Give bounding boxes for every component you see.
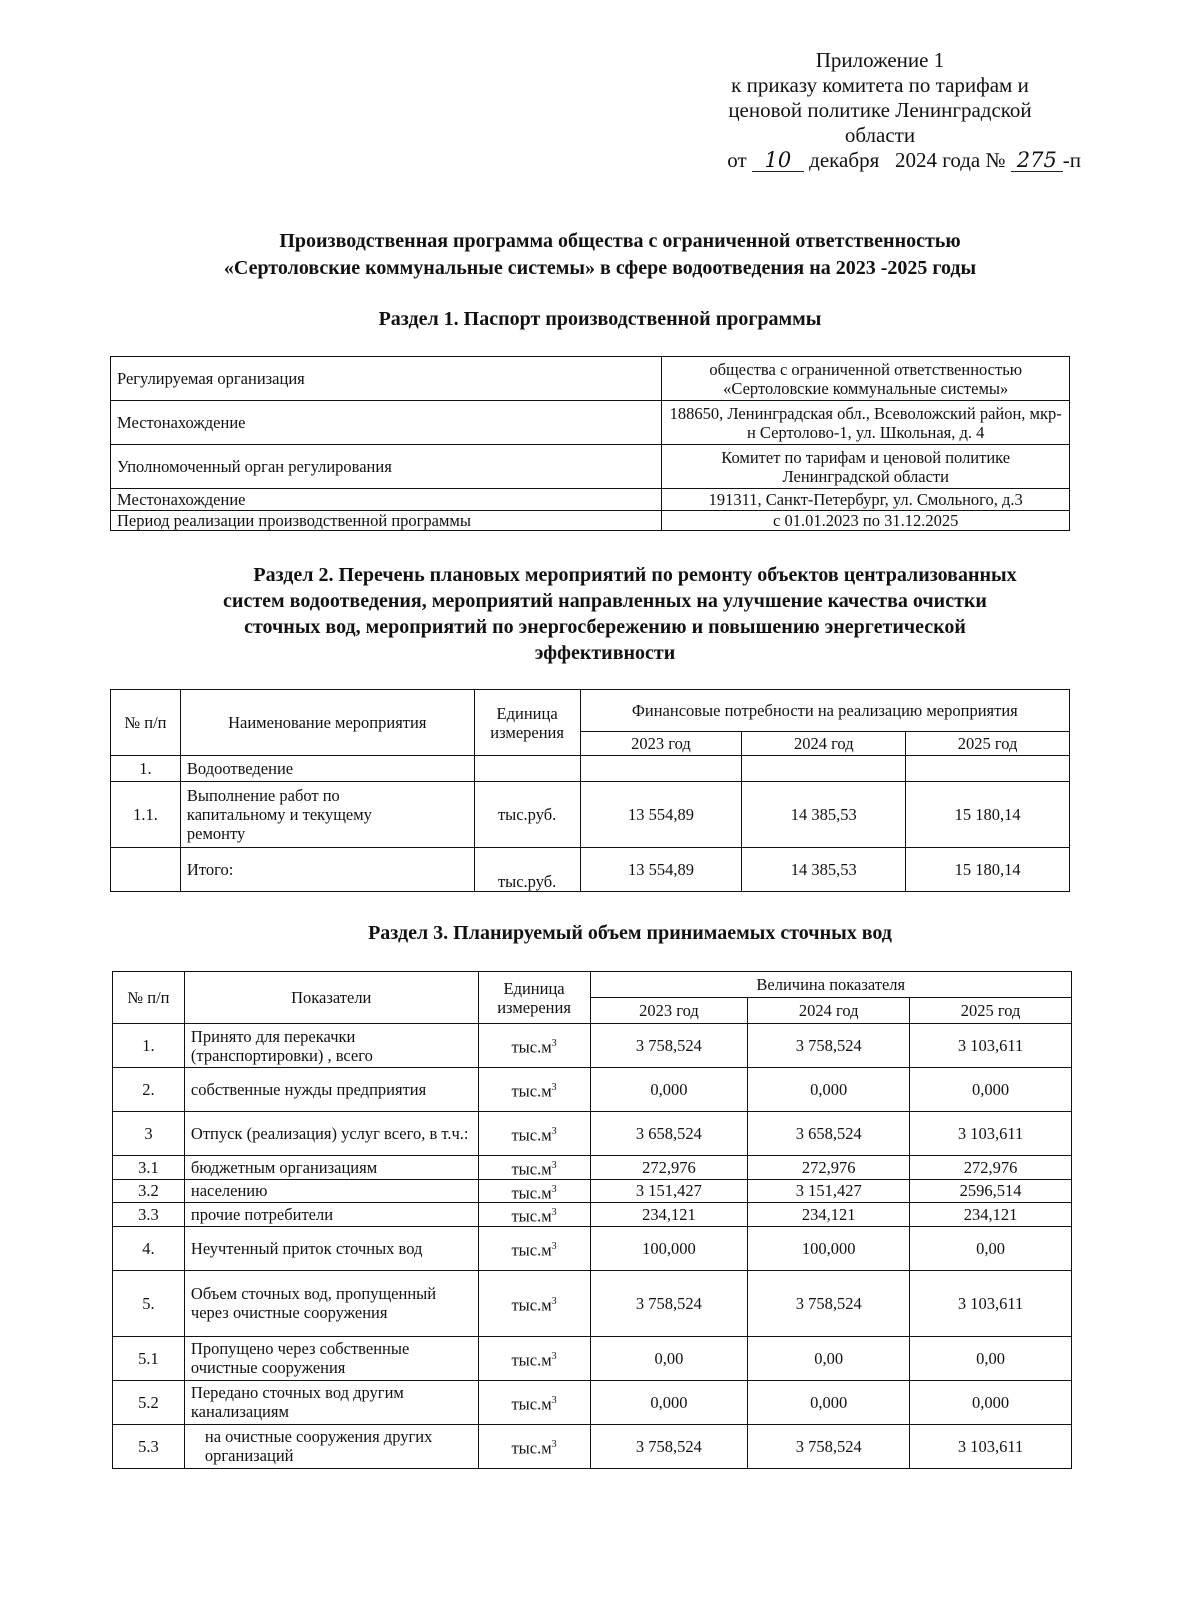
section2-heading-line3: сточных вод, мероприятий по энергосбережению и повышению энергетической (244, 616, 966, 638)
col-header-num: № п/п (113, 972, 185, 1024)
unit-base: тыс.м (511, 1125, 552, 1145)
cell-2023: 3 758,524 (590, 1270, 748, 1336)
col-header-2025: 2025 год (906, 732, 1070, 756)
passport-label: Местонахождение (111, 489, 662, 511)
table-row (113, 1024, 1072, 1068)
unit-base: тыс.м (511, 1037, 552, 1057)
cell-unit (478, 1024, 590, 1068)
cell-2024: 0,000 (748, 1068, 910, 1112)
table-row (111, 357, 1070, 401)
cell-num: 1. (111, 756, 181, 782)
measures-table (110, 689, 1070, 892)
unit-base: тыс.м (511, 1295, 552, 1315)
cell-2023: 100,000 (590, 1226, 748, 1270)
unit-superscript: 3 (551, 1394, 557, 1406)
cell-2025: 234,121 (910, 1203, 1072, 1227)
col-header-unit: Единица измерения (474, 690, 580, 756)
col-header-finance: Финансовые потребности на реализацию мероприятия (580, 690, 1069, 732)
cell-2024: 3 151,427 (748, 1179, 910, 1203)
cell-2025: 2596,514 (910, 1179, 1072, 1203)
cell-name: собственные нужды предприятия (184, 1068, 478, 1112)
cell-2025: 0,00 (910, 1226, 1072, 1270)
cell-2024: 3 758,524 (748, 1024, 910, 1068)
cell-name: Передано сточных вод другим канализациям (184, 1380, 478, 1424)
table-row (113, 1179, 1072, 1203)
cell-unit (478, 1226, 590, 1270)
cell-num: 3.3 (113, 1203, 185, 1227)
unit-superscript: 3 (551, 1160, 557, 1171)
cell-2025: 3 103,611 (910, 1024, 1072, 1068)
unit-superscript: 3 (551, 1438, 557, 1450)
date-prefix: от (727, 148, 747, 172)
number-suffix: -п (1062, 148, 1081, 172)
section2-heading-line1: Раздел 2. Перечень плановых мероприятий по ремонту объектов централизованных (253, 564, 1017, 586)
unit-superscript: 3 (551, 1350, 557, 1362)
cell-2023: 0,000 (590, 1380, 748, 1424)
cell-num: 3 (113, 1112, 185, 1156)
section1-heading: Раздел 1. Паспорт производственной программы (378, 308, 822, 330)
cell-num: 5.3 (113, 1424, 185, 1468)
appendix-header (660, 48, 1100, 173)
cell-2024: 0,00 (748, 1336, 910, 1380)
section3-heading: Раздел 3. Планируемый объем принимаемых сточных вод (368, 922, 892, 944)
cell-num: 1.1. (111, 782, 181, 848)
appendix-line1: Приложение 1 (815, 48, 945, 72)
passport-table (110, 356, 1070, 531)
cell-num: 3.2 (113, 1179, 185, 1203)
unit-superscript: 3 (551, 1126, 557, 1138)
section2-heading (110, 562, 1100, 666)
col-header-name: Показатели (184, 972, 478, 1024)
cell-name: Объем сточных вод, пропущенный через очистные сооружения (184, 1270, 478, 1336)
cell-2025: 0,000 (910, 1380, 1072, 1424)
unit-superscript: 3 (551, 1240, 557, 1252)
cell-2025: 15 180,14 (906, 782, 1070, 848)
col-header-num: № п/п (111, 690, 181, 756)
table-row (113, 1380, 1072, 1424)
passport-value: Комитет по тарифам и ценовой политике Ленинградской области (662, 445, 1070, 489)
col-header-2024: 2024 год (742, 732, 906, 756)
cell-unit (478, 1156, 590, 1180)
table-row (113, 1270, 1072, 1336)
cell-unit: тыс.руб. (474, 848, 580, 892)
cell-2023: 3 151,427 (590, 1179, 748, 1203)
cell-2023: 3 758,524 (590, 1024, 748, 1068)
table-row (111, 756, 1070, 782)
cell-2024: 234,121 (748, 1203, 910, 1227)
cell-2024: 272,976 (748, 1156, 910, 1180)
cell-2023: 13 554,89 (580, 782, 742, 848)
appendix-line3: ценовой политике Ленинградской (728, 98, 1032, 122)
passport-value: общества с ограниченной ответственностью «Сертоловские коммунальные системы» (662, 357, 1070, 401)
cell-num: 1. (113, 1024, 185, 1068)
cell-unit (478, 1270, 590, 1336)
cell-name: Водоотведение (180, 756, 474, 782)
unit-superscript: 3 (551, 1038, 557, 1050)
unit-superscript: 3 (551, 1207, 557, 1218)
cell-unit (478, 1336, 590, 1380)
table-row (113, 1203, 1072, 1227)
handwritten-order-number: 275 (1011, 149, 1063, 172)
cell-unit (474, 756, 580, 782)
title-line2: «Сертоловские коммунальные системы» в сфере водоотведения на 2023 -2025 годы (223, 257, 977, 279)
cell-name: Пропущено через собственные очистные сооружения (184, 1336, 478, 1380)
cell-num: 5.1 (113, 1336, 185, 1380)
unit-superscript: 3 (551, 1183, 557, 1195)
handwritten-day: 10 (752, 149, 804, 172)
col-header-unit: Единица измерения (478, 972, 590, 1024)
col-header-2023: 2023 год (580, 732, 742, 756)
cell-2025 (906, 756, 1070, 782)
cell-num: 5. (113, 1270, 185, 1336)
cell-2025: 0,00 (910, 1336, 1072, 1380)
cell-2025: 15 180,14 (906, 848, 1070, 892)
cell-unit (478, 1179, 590, 1203)
table-row-total (111, 848, 1070, 892)
section2-heading-line4: эффективности (534, 642, 676, 664)
order-date-line (660, 148, 1081, 173)
cell-2024: 3 658,524 (748, 1112, 910, 1156)
unit-base: тыс.м (511, 1438, 552, 1458)
cell-2025: 272,976 (910, 1156, 1072, 1180)
cell-2024: 3 758,524 (748, 1270, 910, 1336)
cell-2024: 14 385,53 (742, 782, 906, 848)
cell-name: Неучтенный приток сточных вод (184, 1226, 478, 1270)
cell-name: прочие потребители (184, 1203, 478, 1227)
unit-superscript: 3 (551, 1082, 557, 1094)
table-row (113, 1336, 1072, 1380)
unit-base: тыс.м (511, 1183, 552, 1202)
col-header-value: Величина показателя (590, 972, 1071, 998)
table-header-row (111, 690, 1070, 732)
cell-2025: 3 103,611 (910, 1270, 1072, 1336)
table-row (111, 782, 1070, 848)
col-header-2025: 2025 год (910, 998, 1072, 1024)
cell-unit (478, 1424, 590, 1468)
table-row (111, 401, 1070, 445)
table-row (113, 1112, 1072, 1156)
month-year: декабря 2024 года № (809, 148, 1006, 172)
cell-2023: 234,121 (590, 1203, 748, 1227)
cell-name: Принято для перекачки (транспортировки) , всего (184, 1024, 478, 1068)
cell-2023: 0,000 (590, 1068, 748, 1112)
cell-2024: 3 758,524 (748, 1424, 910, 1468)
col-header-name: Наименование мероприятия (180, 690, 474, 756)
cell-name: Отпуск (реализация) услуг всего, в т.ч.: (184, 1112, 478, 1156)
table-row (113, 1424, 1072, 1468)
cell-2023 (580, 756, 742, 782)
document-title (110, 228, 1090, 282)
cell-2023: 0,00 (590, 1336, 748, 1380)
title-line1: Производственная программа общества с ограниченной ответственностью (279, 230, 961, 252)
appendix-line4: области (844, 123, 916, 147)
passport-label: Местонахождение (111, 401, 662, 445)
cell-name: Выполнение работ по капитальному и текущему ремонту (180, 782, 474, 848)
table-row (111, 511, 1070, 531)
cell-2023: 3 658,524 (590, 1112, 748, 1156)
cell-2024: 14 385,53 (742, 848, 906, 892)
cell-unit: тыс.руб. (474, 782, 580, 848)
cell-unit (478, 1380, 590, 1424)
cell-2023: 13 554,89 (580, 848, 742, 892)
cell-num (111, 848, 181, 892)
table-row (111, 489, 1070, 511)
cell-2025: 0,000 (910, 1068, 1072, 1112)
cell-2024 (742, 756, 906, 782)
cell-unit (478, 1203, 590, 1227)
cell-2023: 272,976 (590, 1156, 748, 1180)
cell-num: 4. (113, 1226, 185, 1270)
appendix-line2: к приказу комитета по тарифам и (731, 73, 1029, 97)
table-header-row (113, 972, 1072, 998)
cell-name: Итого: (180, 848, 474, 892)
cell-name: бюджетным организациям (184, 1156, 478, 1180)
unit-base: тыс.м (511, 1159, 552, 1179)
table-row (111, 445, 1070, 489)
cell-num: 2. (113, 1068, 185, 1112)
unit-base: тыс.м (511, 1240, 552, 1260)
cell-name: на очистные сооружения других организаций (184, 1424, 478, 1468)
passport-label: Период реализации производственной программы (111, 511, 662, 531)
wastewater-volume-table (112, 971, 1072, 1469)
passport-label: Регулируемая организация (111, 357, 662, 401)
cell-2025: 3 103,611 (910, 1424, 1072, 1468)
cell-name: населению (184, 1179, 478, 1203)
cell-2023: 3 758,524 (590, 1424, 748, 1468)
col-header-2023: 2023 год (590, 998, 748, 1024)
cell-2024: 0,000 (748, 1380, 910, 1424)
section2-heading-line2: систем водоотведения, мероприятий направленных на улучшение качества очистки (223, 590, 987, 612)
col-header-2024: 2024 год (748, 998, 910, 1024)
table-row (113, 1156, 1072, 1180)
unit-base: тыс.м (511, 1081, 552, 1101)
unit-base: тыс.м (511, 1394, 552, 1414)
cell-2024: 100,000 (748, 1226, 910, 1270)
passport-value: 188650, Ленинградская обл., Всеволожский район, мкр-н Сертолово-1, ул. Школьная, д. 4 (662, 401, 1070, 445)
wastewater-table-body (113, 1024, 1072, 1469)
cell-unit (478, 1068, 590, 1112)
cell-unit (478, 1112, 590, 1156)
cell-2025: 3 103,611 (910, 1112, 1072, 1156)
table-row (113, 1226, 1072, 1270)
unit-base: тыс.м (511, 1350, 552, 1370)
passport-label: Уполномоченный орган регулирования (111, 445, 662, 489)
unit-superscript: 3 (551, 1295, 557, 1307)
passport-value: с 01.01.2023 по 31.12.2025 (662, 511, 1070, 531)
unit-base: тыс.м (511, 1206, 552, 1226)
passport-value: 191311, Санкт-Петербург, ул. Смольного, д.3 (662, 489, 1070, 511)
cell-num: 3.1 (113, 1156, 185, 1180)
table-row (113, 1068, 1072, 1112)
cell-num: 5.2 (113, 1380, 185, 1424)
